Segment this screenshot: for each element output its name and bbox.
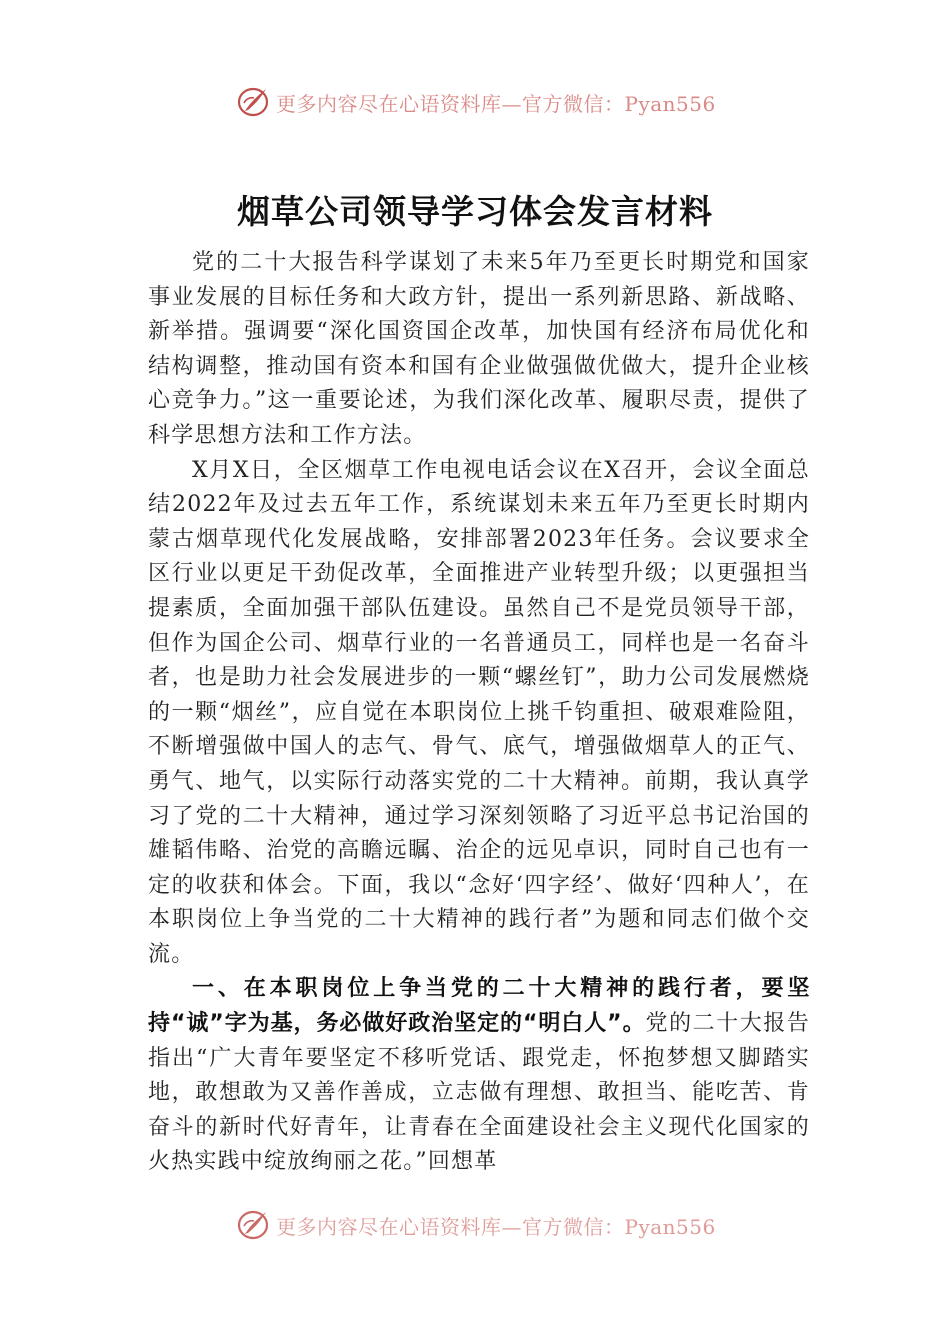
document-body — [148, 246, 810, 1180]
watermark-text: 更多内容尽在心语资料库—官方微信：Pyan556 — [276, 1214, 716, 1239]
watermark-header — [236, 84, 716, 120]
paragraph-section-1 — [148, 972, 810, 1180]
watermark-text: 更多内容尽在心语资料库—官方微信：Pyan556 — [276, 91, 716, 116]
quill-logo-icon — [236, 1208, 270, 1242]
section-heading: 一、在本职岗位上争当党的二十大精神的践行者，要坚持“诚”字为基，务必做好政治坚定的“明白人”。 — [148, 976, 810, 1037]
quill-logo-icon — [236, 85, 270, 119]
watermark-footer — [236, 1207, 716, 1243]
section-text: 党的二十大报告指出“广大青年要坚定不移听党话、跟党走，怀抱梦想又脚踏实地，敢想敢为又善作善成，立志做有理想、敢担当、能吃苦、肯奋斗的新时代好青年，让青春在全面建设社会主义现代化国家的火热实践中绽放绚丽之花。”回想革 — [148, 1011, 810, 1175]
document-title: 烟草公司领导学习体会发言材料 — [237, 192, 713, 231]
paragraph-meeting: X月X日，全区烟草工作电视电话会议在X召开，会议全面总结2022年及过去五年工作，系统谋划未来五年乃至更长时期内蒙古烟草现代化发展战略，安排部署2023年任务。会议要求全区行业以更足干劲促改革，全面推进产业转型升级；以更强担当提素质，全面加强干部队伍建设。虽然自己不是党员领导干部，但作为国企公司、烟草行业的一名普通员工，同样也是一名奋斗者，也是助力社会发展进步的一颗“螺丝钉”，助力公司发展燃烧的一颗“烟丝”，应自觉在本职岗位上挑千钧重担、破艰难险阻，不断增强做中国人的志气、骨气、底气，增强做烟草人的正气、勇气、地气，以实际行动落实党的二十大精神。前期，我认真学习了党的二十大精神，通过学习深刻领略了习近平总书记治国的雄韬伟略、治党的高瞻远瞩、治企的远见卓识，同时自己也有一定的收获和体会。下面，我以“念好‘四字经’、做好‘四种人’，在本职岗位上争当党的二十大精神的践行者”为题和同志们做个交流。 — [148, 457, 810, 967]
paragraph-intro: 党的二十大报告科学谋划了未来5年乃至更长时期党和国家事业发展的目标任务和大政方针，提出一系列新思路、新战略、新举措。强调要“深化国资国企改革，加快国有经济布局优化和结构调整，推动国有资本和国有企业做强做优做大，提升企业核心竞争力。”这一重要论述，为我们深化改革、履职尽责，提供了科学思想方法和工作方法。 — [148, 250, 810, 448]
